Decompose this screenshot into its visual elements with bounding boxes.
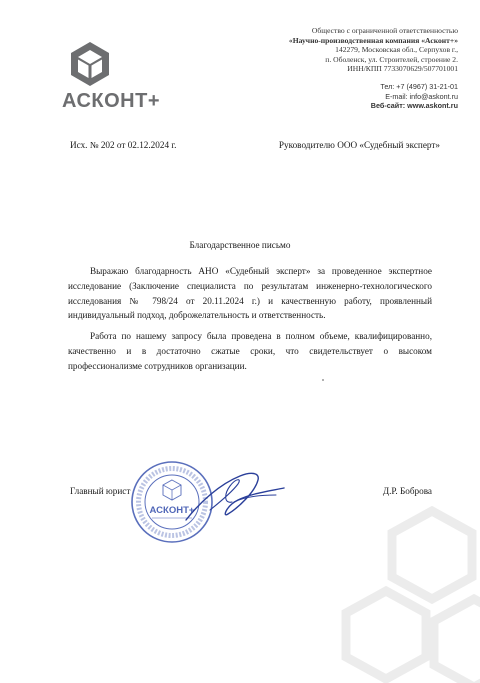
addressee: Руководителю ООО «Судебный эксперт» xyxy=(278,140,440,150)
paragraph-2: Работа по нашему запросу была проведена в полном объеме, квалифицированно, качественно и в достаточно сжатые сроки, что свидетельствует о высоком профессионализме сотрудников организации. xyxy=(68,331,432,371)
company-details xyxy=(208,26,458,111)
address-line2: п. Оболенск, ул. Строителей, строение 2. xyxy=(325,54,458,64)
stamp-center-text: АСКОНТ+ xyxy=(149,505,195,516)
letter-body xyxy=(68,264,432,380)
handwritten-signature xyxy=(180,462,290,537)
website: Веб-сайт: www.askont.ru xyxy=(370,101,458,111)
company-logo xyxy=(62,40,172,120)
paragraph-1: Выражаю благодарность АНО «Судебный эксперт» за проведенное экспертное исследование (Заключение специалиста по результатам инженерно-технологического исследования № 798/24 от 20.11.2024 г.) и качественную работу, проявленный индивидуальный подход, доброжелательность и ответственность. xyxy=(68,266,432,321)
legal-name-line2: «Научно-производственная компания «Асконт+» xyxy=(288,35,458,45)
signer-name: Д.Р. Боброва xyxy=(382,486,432,496)
signer-role: Главный юрист xyxy=(70,486,131,496)
phone: Тел: +7 (4967) 31-21-01 xyxy=(380,81,458,91)
email: E-mail: info@askont.ru xyxy=(385,91,458,101)
hexagon-decoration xyxy=(340,503,480,683)
logo-wordmark: АСКОНТ+ xyxy=(62,90,160,112)
legal-name-line1: Общество с ограниченной ответственностью xyxy=(311,26,458,35)
hexagon-cube-logo-icon xyxy=(68,40,112,88)
outgoing-reference: Исх. № 202 от 02.12.2024 г. xyxy=(70,140,177,150)
letter-title: Благодарственное письмо xyxy=(189,240,291,250)
inn-kpp: ИНН/КПП 7733070629/507701001 xyxy=(347,64,458,74)
address-line1: 142279, Московская обл., Серпухов г., xyxy=(335,45,458,55)
speck xyxy=(322,379,324,381)
